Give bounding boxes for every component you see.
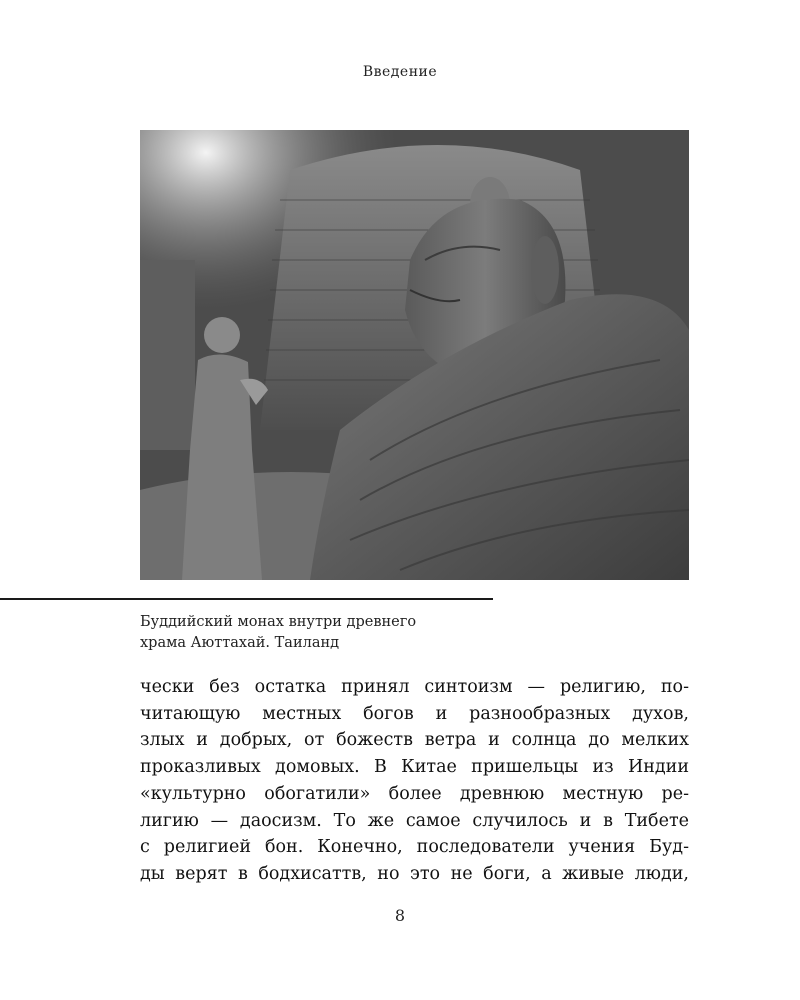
body-line: чески без остатка принял синтоизм — религию, по- [140, 677, 689, 697]
caption-rule [0, 598, 493, 600]
body-line: проказливых домовых. В Китае пришельцы из Индии [140, 757, 689, 778]
body-paragraph [140, 674, 689, 888]
body-line: с религией бон. Конечно, последователи учения Буд- [140, 837, 689, 858]
running-head: Введение [362, 64, 438, 80]
buddha-monk-photo [140, 130, 689, 580]
caption-line: Буддийский монах внутри древнего [140, 614, 417, 630]
body-line: читающую местных богов и разнообразных духов, [140, 703, 689, 724]
page-number: 8 [394, 906, 406, 925]
body-line: ды верят в бодхисаттв, но это не боги, а живые люди, [140, 863, 689, 884]
body-line: лигию — даосизм. То же самое случилось и в Тибете [140, 810, 689, 831]
photo-caption [140, 612, 540, 654]
caption-line: храма Аюттахай. Таиланд [140, 635, 340, 651]
body-line: злых и добрых, от божеств ветра и солнца до мелких [140, 730, 689, 751]
body-line: «культурно обогатили» более древнюю местную ре- [140, 783, 689, 804]
